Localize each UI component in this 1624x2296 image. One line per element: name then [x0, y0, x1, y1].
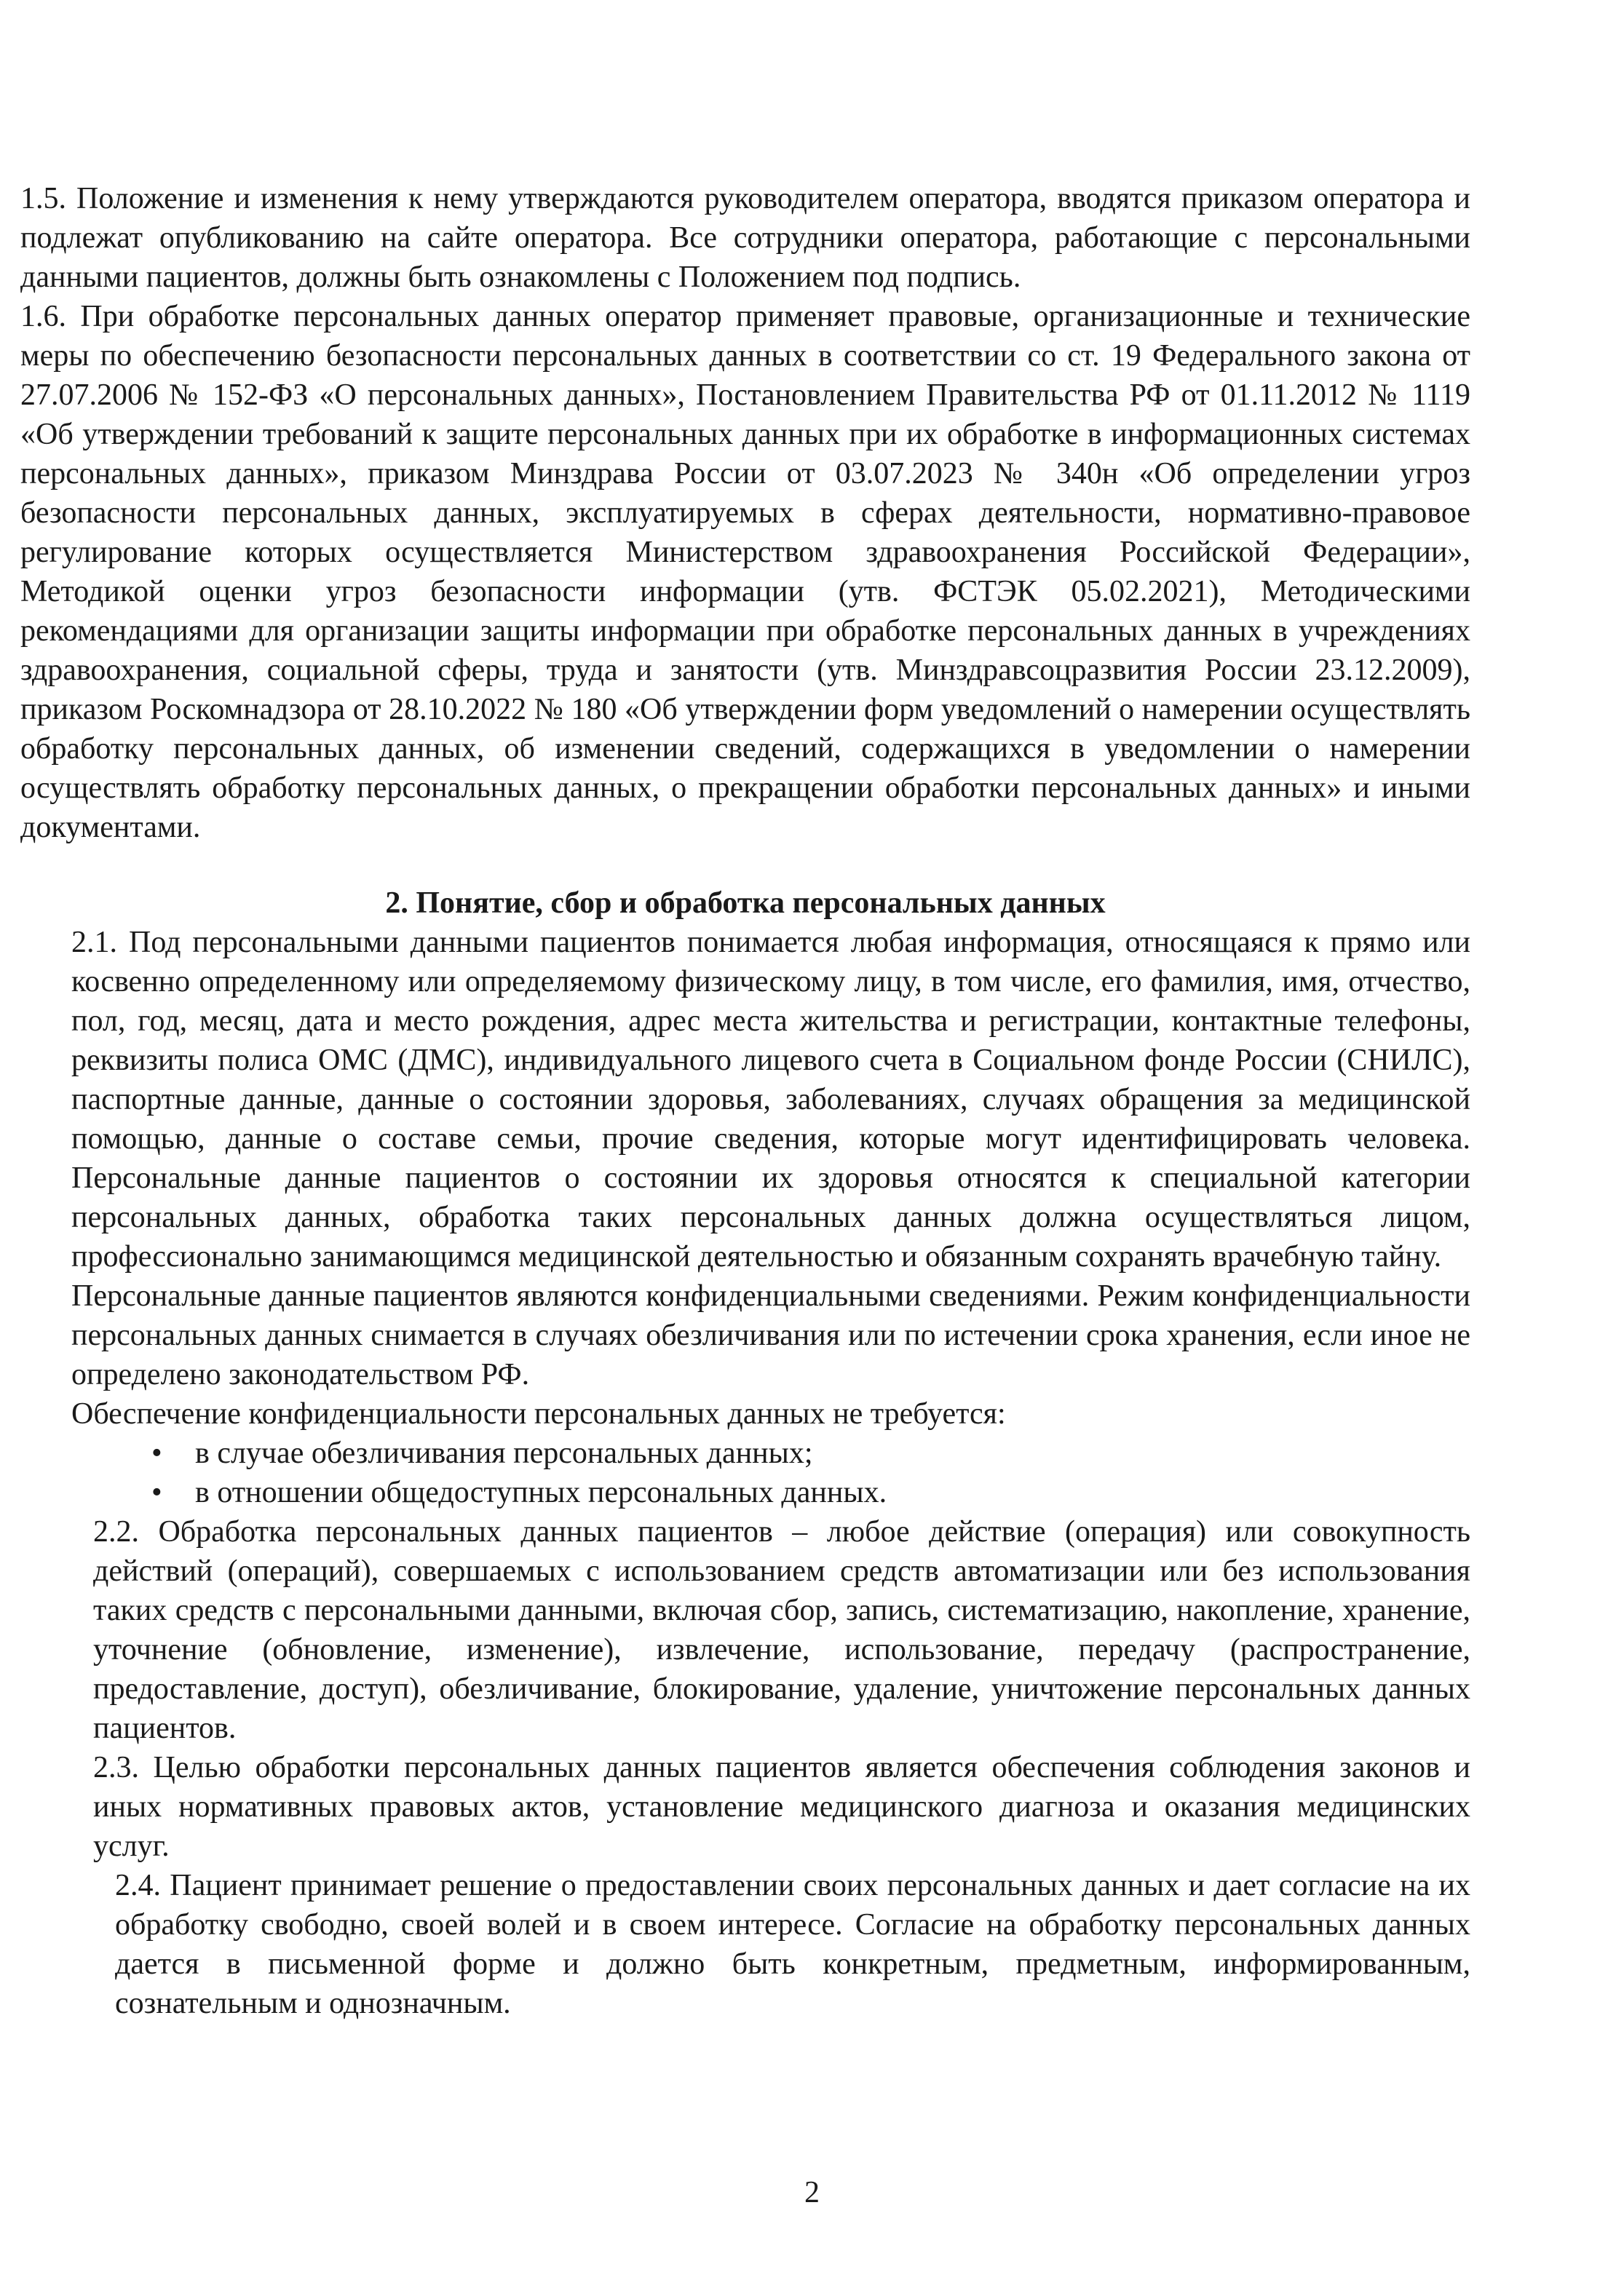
- section-2-heading: 2. Понятие, сбор и обработка персональных данных: [385, 886, 1106, 920]
- bullet-list: [20, 1434, 1470, 1512]
- paragraph-2-1: 2.1. Под персональными данными пациентов понимается любая информация, относящаяся к прямо или косвенно определенному или определяемому физическому лицу, в том числе, его фамилия, имя, отчество, пол, год, месяц, дата и место рождения, адрес места жительства и регистрации, контактные телефоны, реквизиты полиса ОМС (ДМС), индивидуального лицевого счета в Социальном фонде России (СНИЛС), паспортные данные, данные о состоянии здоровья, заболеваниях, случаях обращения за медицинской помощью, данные о составе семьи, прочие сведения, которые могут идентифицировать человека. Персональные данные пациентов о состоянии их здоровья относятся к специальной категории персональных данных, обработка таких персональных данных должна осуществляться лицом, профессионально занимающимся медицинской деятельностью и обязанным сохранять врачебную тайну.: [71, 926, 1470, 1274]
- paragraph-2-2: 2.2. Обработка персональных данных пациентов – любое действие (операция) или совокупность действий (операций), совершаемых с использованием средств автоматизации или без использования таких средств с персональными данными, включая сбор, запись, систематизацию, накопление, хранение, уточнение (обновление, изменение), извлечение, использование, передачу (распространение, предоставление, доступ), обезличивание, блокирование, удаление, уничтожение персональных данных пациентов.: [93, 1515, 1470, 1745]
- paragraph-2-1-not-required: Обеспечение конфиденциальности персональных данных не требуется:: [71, 1397, 1006, 1431]
- list-item: • в случае обезличивания персональных данных;: [151, 1434, 1470, 1473]
- list-item: • в отношении общедоступных персональных данных.: [151, 1473, 1470, 1512]
- paragraph-1-6: 1.6. При обработке персональных данных оператор применяет правовые, организационные и технические меры по обеспечению безопасности персональных данных в соответствии со ст. 19 Федерального закона от 27.07.2006 № 152-ФЗ «О персональных данных», Постановлением Правительства РФ от 01.11.2012 № 1119 «Об утверждении требований к защите персональных данных при их обработке в информационных системах персональных данных», приказом Минздрава России от 03.07.2023 № 340н «Об определении угроз безопасности персональных данных, эксплуатируемых в сферах деятельности, нормативно-правовое регулирование которых осуществляется Министерством здравоохранения Российской Федерации», Методикой оценки угроз безопасности информации (утв. ФСТЭК 05.02.2021), Методическими рекомендациями для организации защиты информации при обработке персональных данных в учреждениях здравоохранения, социальной сферы, труда и занятости (утв. Минздравсоцразвития России 23.12.2009), приказом Роскомнадзора от 28.10.2022 № 180 «Об утверждении форм уведомлений о намерении осуществлять обработку персональных данных, об изменении сведений, содержащихся в уведомлении о намерении осуществлять обработку персональных данных, о прекращении обработки персональных данных» и иными документами.: [20, 300, 1470, 844]
- paragraph-1-5: 1.5. Положение и изменения к нему утверждаются руководителем оператора, вводятся приказом оператора и подлежат опубликованию на сайте оператора. Все сотрудники оператора, работающие с персональными данными пациентов, должны быть ознакомлены с Положением под подпись.: [20, 182, 1470, 294]
- paragraph-2-1-confidentiality: Персональные данные пациентов являются конфиденциальными сведениями. Режим конфиденциальности персональных данных снимается в случаях обезличивания или по истечении срока хранения, если иное не определено законодательством РФ.: [71, 1279, 1470, 1391]
- paragraph-2-4: 2.4. Пациент принимает решение о предоставлении своих персональных данных и дает согласие на их обработку свободно, своей волей и в своем интересе. Согласие на обработку персональных данных дается в письменной форме и должно быть конкретным, предметным, информированным, сознательным и однозначным.: [115, 1869, 1470, 2020]
- paragraph-2-3: 2.3. Целью обработки персональных данных пациентов является обеспечения соблюдения законов и иных нормативных правовых актов, установление медицинского диагноза и оказания медицинских услуг.: [93, 1751, 1470, 1863]
- document-body: [20, 179, 1470, 2023]
- page-number: 2: [804, 2176, 820, 2209]
